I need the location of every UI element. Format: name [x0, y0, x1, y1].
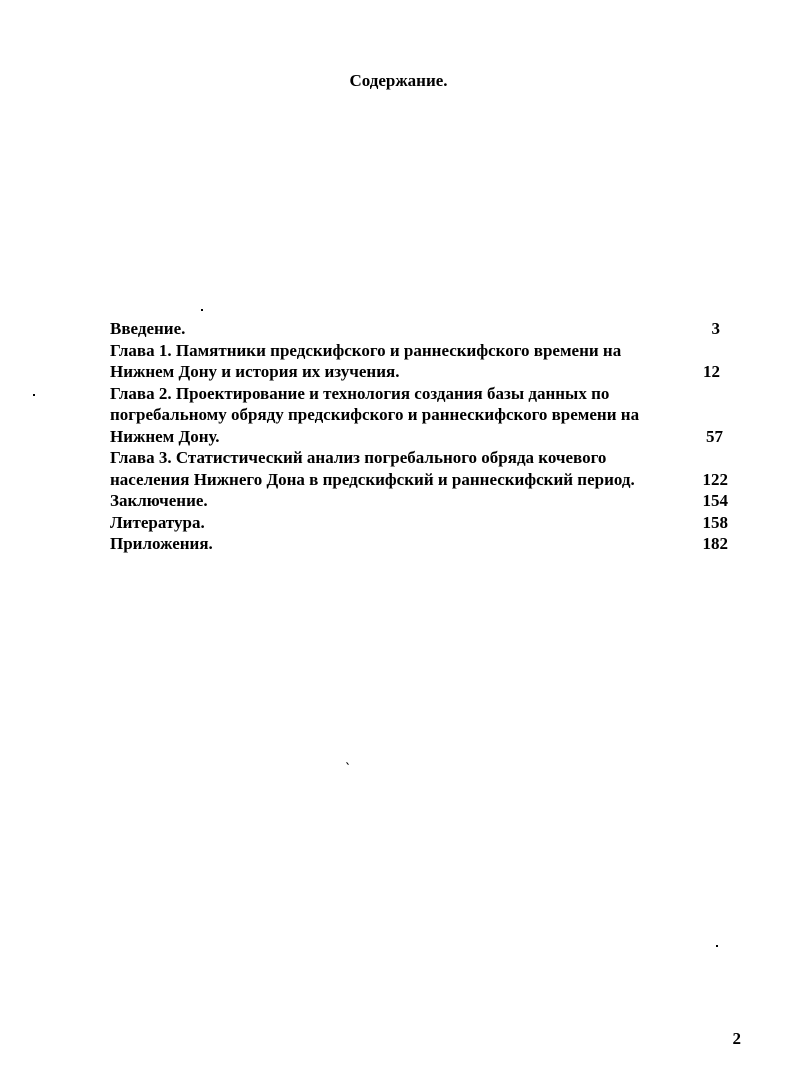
toc-line [110, 361, 728, 383]
toc-entry-page: 12 [703, 362, 720, 381]
page-number: 2 [732, 1029, 741, 1048]
toc-entry-page: 122 [702, 469, 728, 489]
toc-line [110, 533, 728, 555]
toc-entry-page: 158 [702, 512, 728, 532]
toc-entry-title: Глава 3. Статистический анализ погребального обряда кочевого [110, 448, 607, 467]
toc-line [110, 469, 728, 491]
toc-entry-page: 57 [706, 426, 723, 446]
toc-line [110, 490, 728, 512]
toc-entry-introduction [110, 318, 728, 340]
toc-entry-page: 182 [702, 534, 728, 553]
toc-entry-title: Приложения. [110, 534, 213, 553]
toc-entry-title: Глава 2. Проектирование и технология создания базы данных по [110, 383, 610, 403]
toc-entry-literature [110, 512, 728, 534]
toc-line [110, 318, 728, 340]
scan-speck [33, 394, 35, 396]
page-title: Содержание. [349, 71, 448, 90]
toc-entry-title: Глава 1. Памятники предскифского и раннескифского времени на [110, 340, 622, 360]
toc-line [110, 447, 728, 469]
toc-entry-chapter-3 [110, 447, 728, 490]
toc-entry-title: Литература. [110, 512, 205, 532]
toc-entry-title: населения Нижнего Дона в предскифский и раннескифский период. [110, 469, 635, 489]
toc-entry-conclusion [110, 490, 728, 512]
toc-line [110, 340, 728, 362]
scan-speck [201, 309, 203, 311]
table-of-contents [110, 318, 728, 555]
toc-entry-chapter-1 [110, 340, 728, 383]
toc-line [110, 383, 728, 405]
toc-entry-title: Введение. [110, 319, 186, 338]
toc-entry-page: 154 [702, 491, 728, 510]
toc-entry-appendices [110, 533, 728, 555]
toc-entry-title: Нижнем Дону и история их изучения. [110, 362, 400, 381]
toc-entry-title: погребальному обряду предскифского и раннескифского времени на [110, 405, 640, 424]
toc-entry-chapter-2 [110, 383, 728, 448]
toc-line [110, 426, 728, 448]
toc-line [110, 404, 728, 426]
scan-speck [346, 762, 349, 765]
toc-entry-title: Нижнем Дону. [110, 426, 220, 446]
toc-line [110, 512, 728, 534]
scan-speck [716, 945, 718, 947]
toc-entry-page: 3 [711, 319, 720, 338]
toc-entry-title: Заключение. [110, 491, 208, 510]
